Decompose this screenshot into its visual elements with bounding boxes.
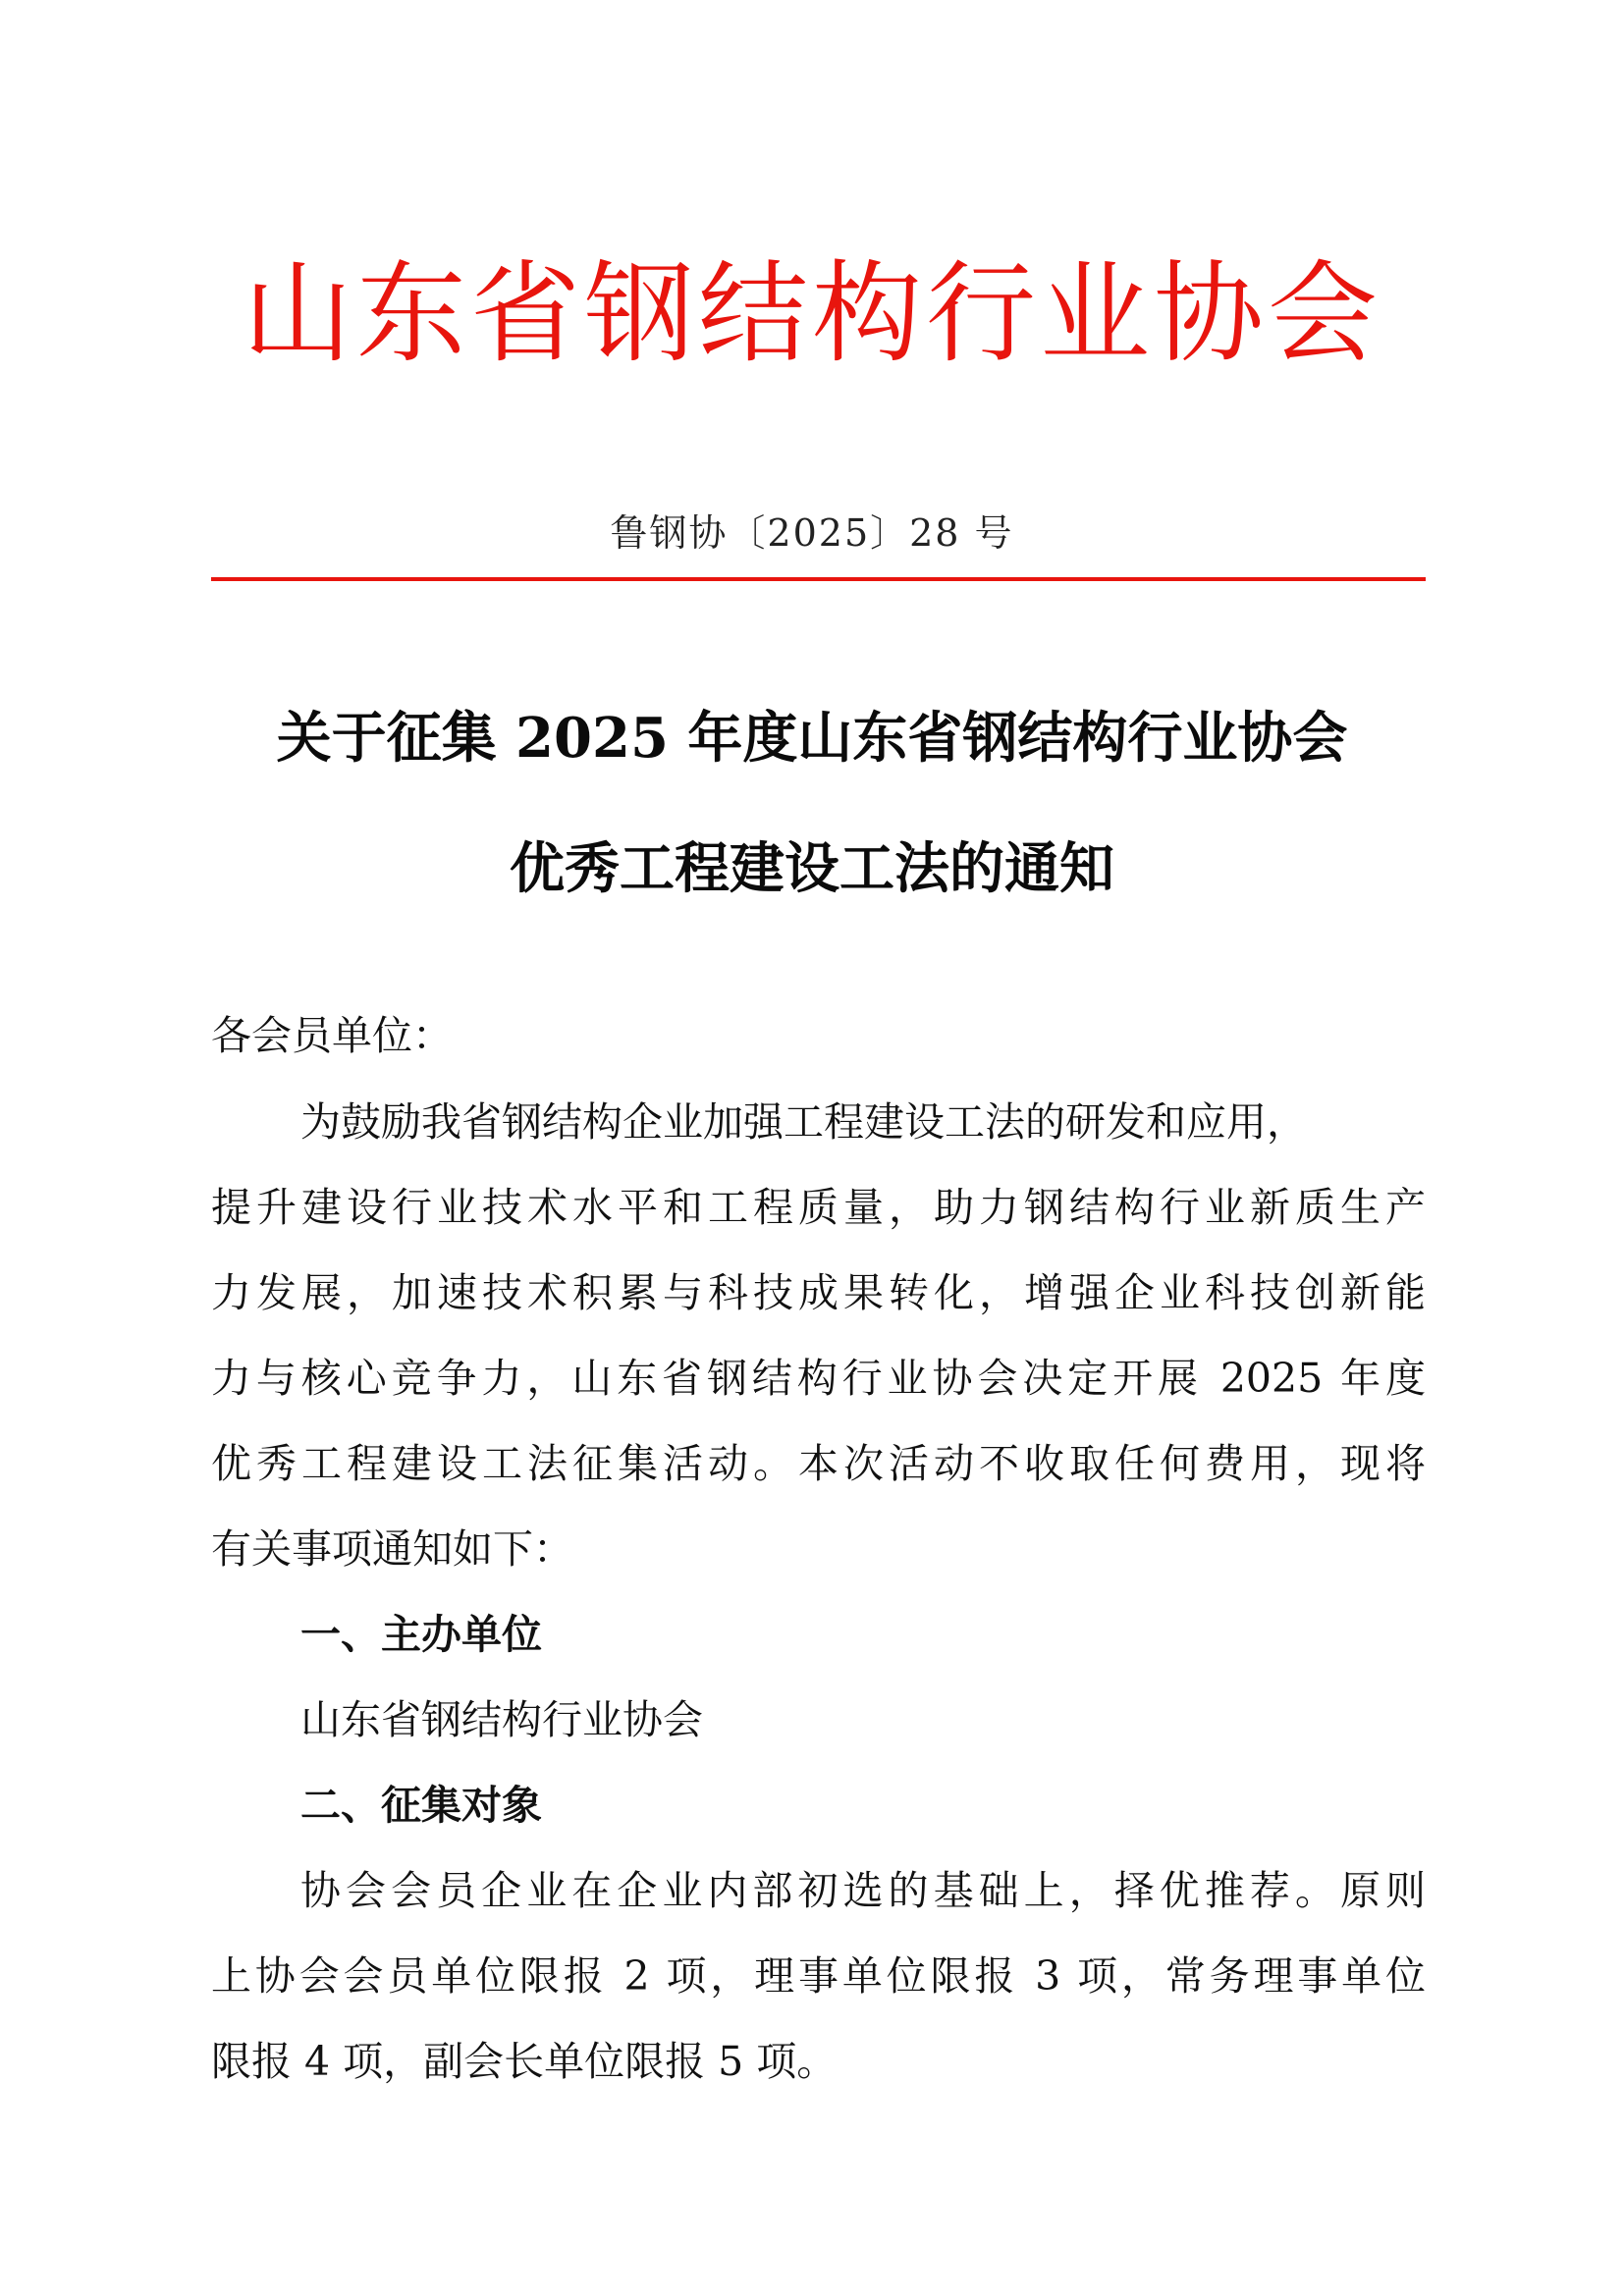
document-title-line-1: 关于征集 2025 年度山东省钢结构行业协会 <box>276 706 1348 771</box>
red-divider-line <box>211 577 1426 581</box>
document-title-line-2: 优秀工程建设工法的通知 <box>510 836 1114 901</box>
target-line-2: 上协会会员单位限报 2 项，理事单位限报 3 项，常务理事单位 <box>211 1952 1426 2000</box>
organizer-name: 山东省钢结构行业协会 <box>300 1696 703 1743</box>
section-heading-organizer: 一、主办单位 <box>300 1611 542 1658</box>
intro-line-5: 优秀工程建设工法征集活动。本次活动不收取任何费用，现将 <box>211 1440 1426 1487</box>
intro-line-3: 力发展，加速技术积累与科技成果转化，增强企业科技创新能 <box>211 1269 1426 1316</box>
section-heading-target: 二、征集对象 <box>300 1782 542 1829</box>
target-line-1: 协会会员企业在企业内部初选的基础上，择优推荐。原则 <box>300 1867 1426 1914</box>
intro-line-1: 为鼓励我省钢结构企业加强工程建设工法的研发和应用， <box>300 1098 1307 1146</box>
salutation: 各会员单位： <box>211 1012 453 1059</box>
intro-line-4: 力与核心竞争力，山东省钢结构行业协会决定开展 2025 年度 <box>211 1355 1426 1402</box>
masthead-org-name: 山东省钢结构行业协会 <box>243 250 1381 378</box>
document-number: 鲁钢协〔2025〕28 号 <box>610 511 1014 555</box>
intro-line-6: 有关事项通知如下： <box>211 1525 573 1573</box>
target-line-3: 限报 4 项，副会长单位限报 5 项。 <box>211 2038 838 2085</box>
intro-line-2: 提升建设行业技术水平和工程质量，助力钢结构行业新质生产 <box>211 1184 1426 1231</box>
